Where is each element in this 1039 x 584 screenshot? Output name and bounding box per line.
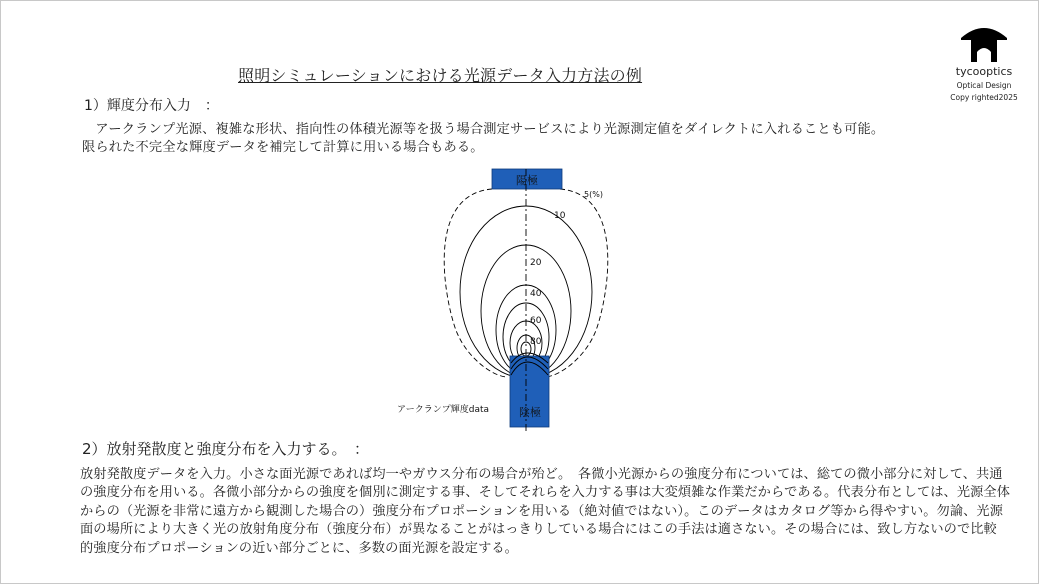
brand-name: tycooptics (955, 65, 1013, 78)
label-20: 20 (530, 258, 542, 268)
page-title: 照明シミュレーションにおける光源データ入力方法の例 (238, 66, 643, 85)
company-logo (948, 22, 1020, 102)
label-10: 10 (554, 211, 566, 221)
label-60: 60 (530, 316, 542, 326)
diagram-caption: アークランプ輝度data (397, 405, 490, 415)
contour-5-percent (444, 189, 506, 377)
label-5-percent: 5(%) (584, 190, 603, 199)
cathode-label: 陰極 (519, 406, 541, 419)
brand-tagline: Optical Design (956, 81, 1012, 90)
section2-heading: 2）放射発散度と強度分布を入力する。 ： (82, 440, 370, 458)
copyright-text: Copy righted2025 (950, 93, 1018, 102)
label-80: 80 (530, 337, 542, 347)
section1-heading: 1）輝度分布入力 ： (84, 98, 219, 114)
anode-label: 陽極 (516, 174, 538, 187)
section2-body: 放射発散度データを入力。小さな面光源であれば均一やガウス分布の場合が殆ど。 各微小光源からの強度分布については、総ての微小部分に対して、共通の強度分布を用いる。各微小部分からの強度を個別に測定する事、そしてそれらを入力する事は大変煩雑な作業だからである。代表分布としては、光源全体からの（光源を非常に遠方から観測した場合の）強度分布プロポーションを用いる（絶対値ではない）。このデータはカタログ等から得やすい。勿論、光源面の場所により大きく光の放射角度分布（強度分布）が異なることがはっきりしている場合にはこの手法は適さない。その場合には、致し方ないので比較的強度分布プロポーションの近い部分ごとに、多数の面光源を設定する。 (80, 467, 1010, 556)
section1-body: アークランプ光源、複雑な形状、指向性の体積光源等を扱う場合測定サービスにより光源測定値をダイレクトに入れることも可能。限られた不完全な輝度データを補完して計算に用いる場合もある。 (82, 122, 885, 155)
label-40: 40 (530, 289, 542, 299)
telescope-logo-icon (957, 22, 1011, 62)
arc-lamp-luminance-diagram (380, 165, 640, 435)
